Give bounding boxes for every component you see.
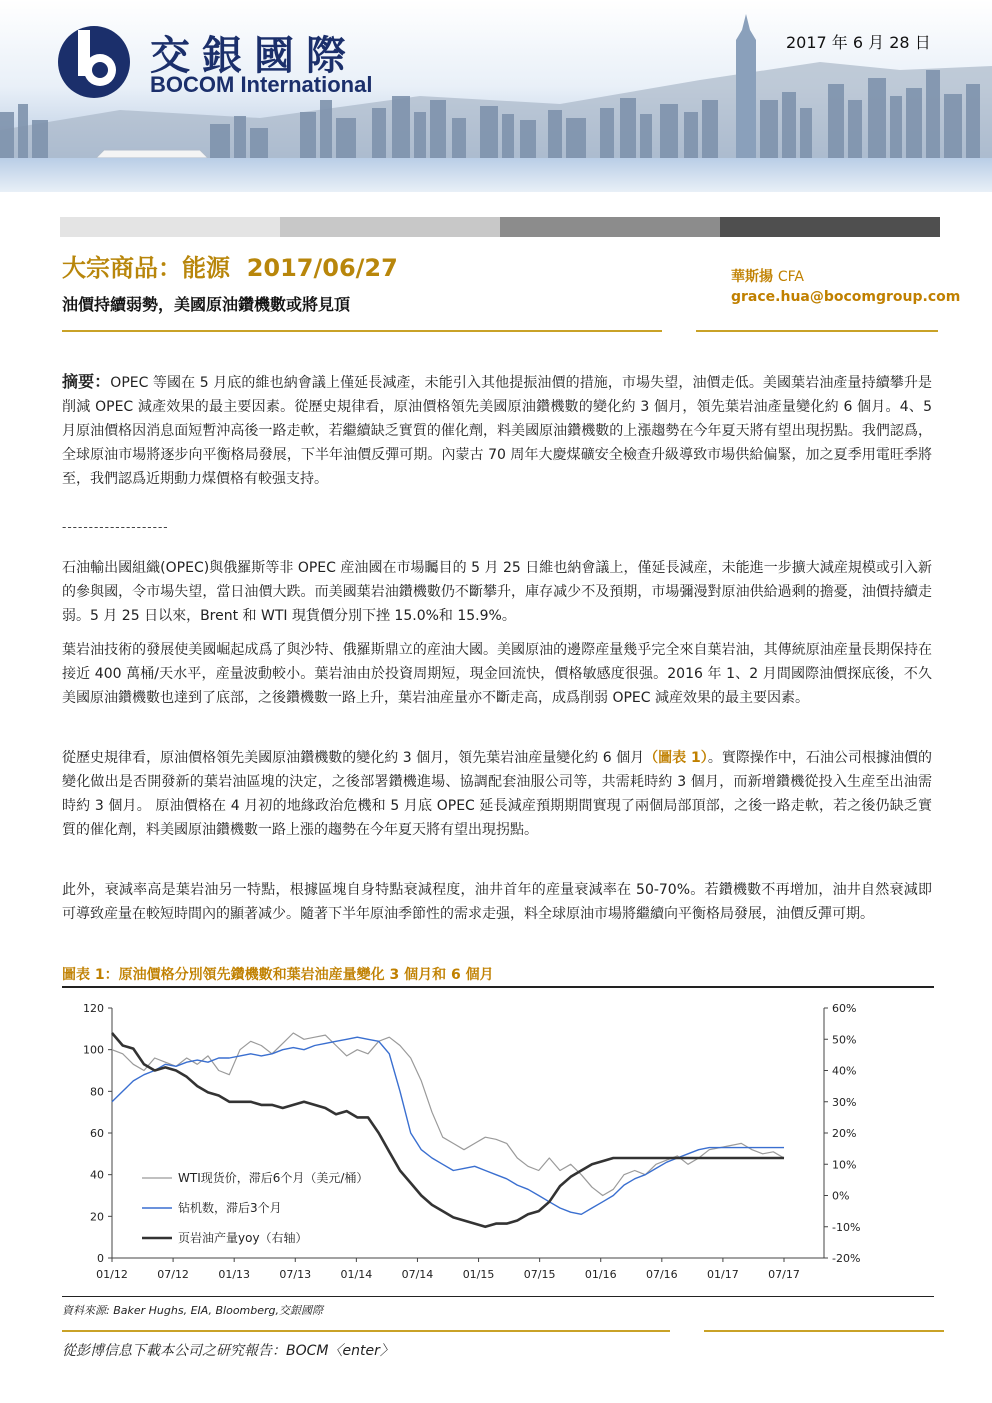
figure-title: 圖表 1：原油價格分別領先鑽機數和葉岩油産量變化 3 個月和 6 個月 (62, 967, 494, 983)
author-email-link[interactable]: grace.hua@bocomgroup.com (731, 289, 961, 305)
x-tick-label: 07/13 (279, 1268, 312, 1281)
series-line-rig-count (112, 1037, 784, 1214)
decorative-bands (60, 217, 940, 237)
y-left-tick-label: 40 (90, 1168, 104, 1182)
figure-rule-bottom (62, 1296, 934, 1297)
y-left-tick-label: 80 (90, 1085, 104, 1099)
logo-text-chinese: 交銀國際 (150, 32, 358, 79)
y-right-tick-label: 50% (832, 1033, 857, 1047)
chart-series (112, 1033, 784, 1227)
legend-label: 页岩油产量yoy（右轴） (178, 1231, 308, 1245)
skyline-banner (0, 0, 992, 192)
abstract-block (62, 370, 932, 491)
paragraph-1: 石油輸出國組織(OPEC)與俄羅斯等非 OPEC 産油國在市場矚目的 5 月 25 日維也納會議上，僅延長減産，未能進一步擴大減産規模或引入新的參與國，令市場失望，當日油價大跌。而美國葉岩油鑽機數仍不斷攀升，庫存减少不及預期，市場彌漫對原油供給過剩的擔憂，油價持續走弱。5 月 25 日以來，Brent 和 WTI 現貨價分別下挫 15.0%和 15.9%。 (62, 560, 932, 624)
bocom-logo-icon (56, 24, 132, 100)
footer-rule-left (62, 1330, 670, 1332)
report-date: 2017 年 6 月 28 日 (786, 33, 931, 52)
section-divider: -------------------- (62, 520, 169, 534)
y-right-tick-label: 40% (832, 1064, 857, 1078)
y-right-tick-label: 0% (832, 1189, 850, 1203)
paragraph-3-before: 從歷史規律看，原油價格領先美國原油鑽機數的變化約 3 個月，領先葉岩油産量變化約 6 個月 (62, 750, 645, 766)
abstract-label: 摘要： (62, 372, 111, 391)
chart-legend (142, 1170, 368, 1245)
paragraph-4: 此外，衰減率高是葉岩油另一特點，根據區塊自身特點衰減程度，油井首年的産量衰減率在 50-70%。若鑽機數不再增加，油井自然衰減即可導致産量在較短時間內的顯著减少。隨著下半年原油季節性的需求走强，料全球原油市場將繼續向平衡格局發展，油價反彈可期。 (62, 882, 932, 922)
band-mid-light (280, 217, 500, 237)
x-tick-label: 07/14 (401, 1268, 434, 1281)
figure-source: 資料來源: Baker Hughs, EIA, Bloomberg,交銀國際 (62, 1304, 324, 1317)
y-left-tick-label: 120 (83, 1002, 104, 1015)
abstract-text: OPEC 等國在 5 月底的維也納會議上僅延長減產，未能引入其他提振油價的措施，市場失望，油價走低。美國葉岩油產量持續攀升是削減 OPEC 減產效果的最主要因素。從歷史規律看，原油價格領先美國原油鑽機數的變化約 3 個月，領先葉岩油產量變化約 6 個月。4、5 月原油價格因消息面短暫沖高後一路走軟，若繼續缺乏實質的催化劑，料美國原油鑽機數的上漲趨勢在今年夏天將有望出現拐點。我們認爲，全球原油市場將逐步向平衡格局發展，下半年油價反彈可期。內蒙古 70 周年大慶煤礦安全檢查升級導致市場供給偏緊，加之夏季用電旺季將至，我們認爲近期動力煤價格有較强支持。 (62, 375, 932, 487)
x-tick-label: 07/17 (768, 1268, 800, 1281)
legend-label: 钻机数，滞后3个月 (178, 1201, 282, 1215)
paragraph-2: 葉岩油技術的發展使美國崛起成爲了與沙特、俄羅斯鼎立的産油大國。美國原油的邊際産量幾乎完全來自葉岩油，其傳統原油産量長期保持在接近 400 萬桶/天水平，産量波動較小。葉岩油由於投資周期短，現金回流快，價格敏感度很强。2016 年 1、2 月間國際油價探底後，不久美國原油鑽機數也達到了底部，之後鑽機數一路上升，葉岩油産量亦不斷走高，成爲削弱 OPEC 減産效果的最主要因素。 (62, 642, 932, 706)
paragraph-3 (62, 746, 932, 842)
footer-text: 從彭博信息下載本公司之研究報告：BOCM〈enter〉 (62, 1343, 394, 1359)
figure-reference: （圖表 1） (644, 750, 708, 766)
y-right-tick-label: -10% (832, 1220, 861, 1234)
paragraph-3-after: 。實際操作中，石油公司根據油價的變化做出是否開發新的葉岩油區塊的決定，之後部署鑽機進場、協調配套油服公司等，共需耗時約 3 個月，而新增鑽機從投入生産至出油需時約 3 個月。 原油價格在 4 月初的地緣政治危機和 5 月底 OPEC 延長減産預期期間實現了兩個局部頂部，之後一路走軟，若之後仍缺乏實質的催化劑，料美國原油鑽機數一路上漲的趨勢在今年夏天將有望出現拐點。 (62, 750, 932, 838)
x-tick-label: 01/13 (218, 1268, 251, 1281)
x-tick-label: 01/17 (707, 1268, 739, 1281)
y-right-tick-label: 20% (832, 1127, 857, 1140)
y-right-tick-label: 30% (832, 1095, 857, 1109)
band-mid-dark (500, 217, 720, 237)
legend-label: WTI现货价，滞后6个月（美元/桶） (178, 1171, 369, 1185)
y-right-tick-label: -20% (832, 1252, 861, 1265)
report-title: 大宗商品：能源 2017/06/27 (62, 254, 398, 282)
logo-text-english: BOCOM International (150, 72, 373, 97)
x-tick-label: 01/15 (462, 1268, 495, 1281)
report-subtitle: 油價持續弱勢，美國原油鑽機數或將見頂 (62, 295, 351, 314)
band-dark (720, 217, 940, 237)
x-tick-label: 01/14 (340, 1268, 373, 1281)
y-right-tick-label: 60% (832, 1002, 857, 1015)
x-tick-label: 07/15 (523, 1268, 556, 1281)
y-left-tick-label: 20 (90, 1210, 104, 1224)
title-rule-right (696, 330, 938, 332)
y-left-tick-label: 100 (83, 1043, 104, 1057)
x-tick-label: 07/16 (645, 1268, 678, 1281)
x-tick-label: 01/16 (584, 1268, 617, 1281)
y-left-tick-label: 0 (97, 1252, 104, 1265)
y-right-tick-label: 10% (832, 1158, 857, 1172)
y-left-tick-label: 60 (90, 1127, 104, 1140)
figure-rule-top (62, 986, 934, 988)
page-header (0, 0, 992, 192)
x-tick-label: 01/12 (96, 1268, 128, 1281)
title-rule-left (62, 330, 662, 332)
author-name (731, 266, 804, 286)
footer-rule-right (704, 1330, 944, 1332)
band-light (60, 217, 280, 237)
oil-price-chart (62, 992, 934, 1292)
author-credential: CFA (777, 269, 804, 285)
author-name-text: 華斯揚 (731, 269, 773, 285)
x-tick-label: 07/12 (157, 1268, 189, 1281)
